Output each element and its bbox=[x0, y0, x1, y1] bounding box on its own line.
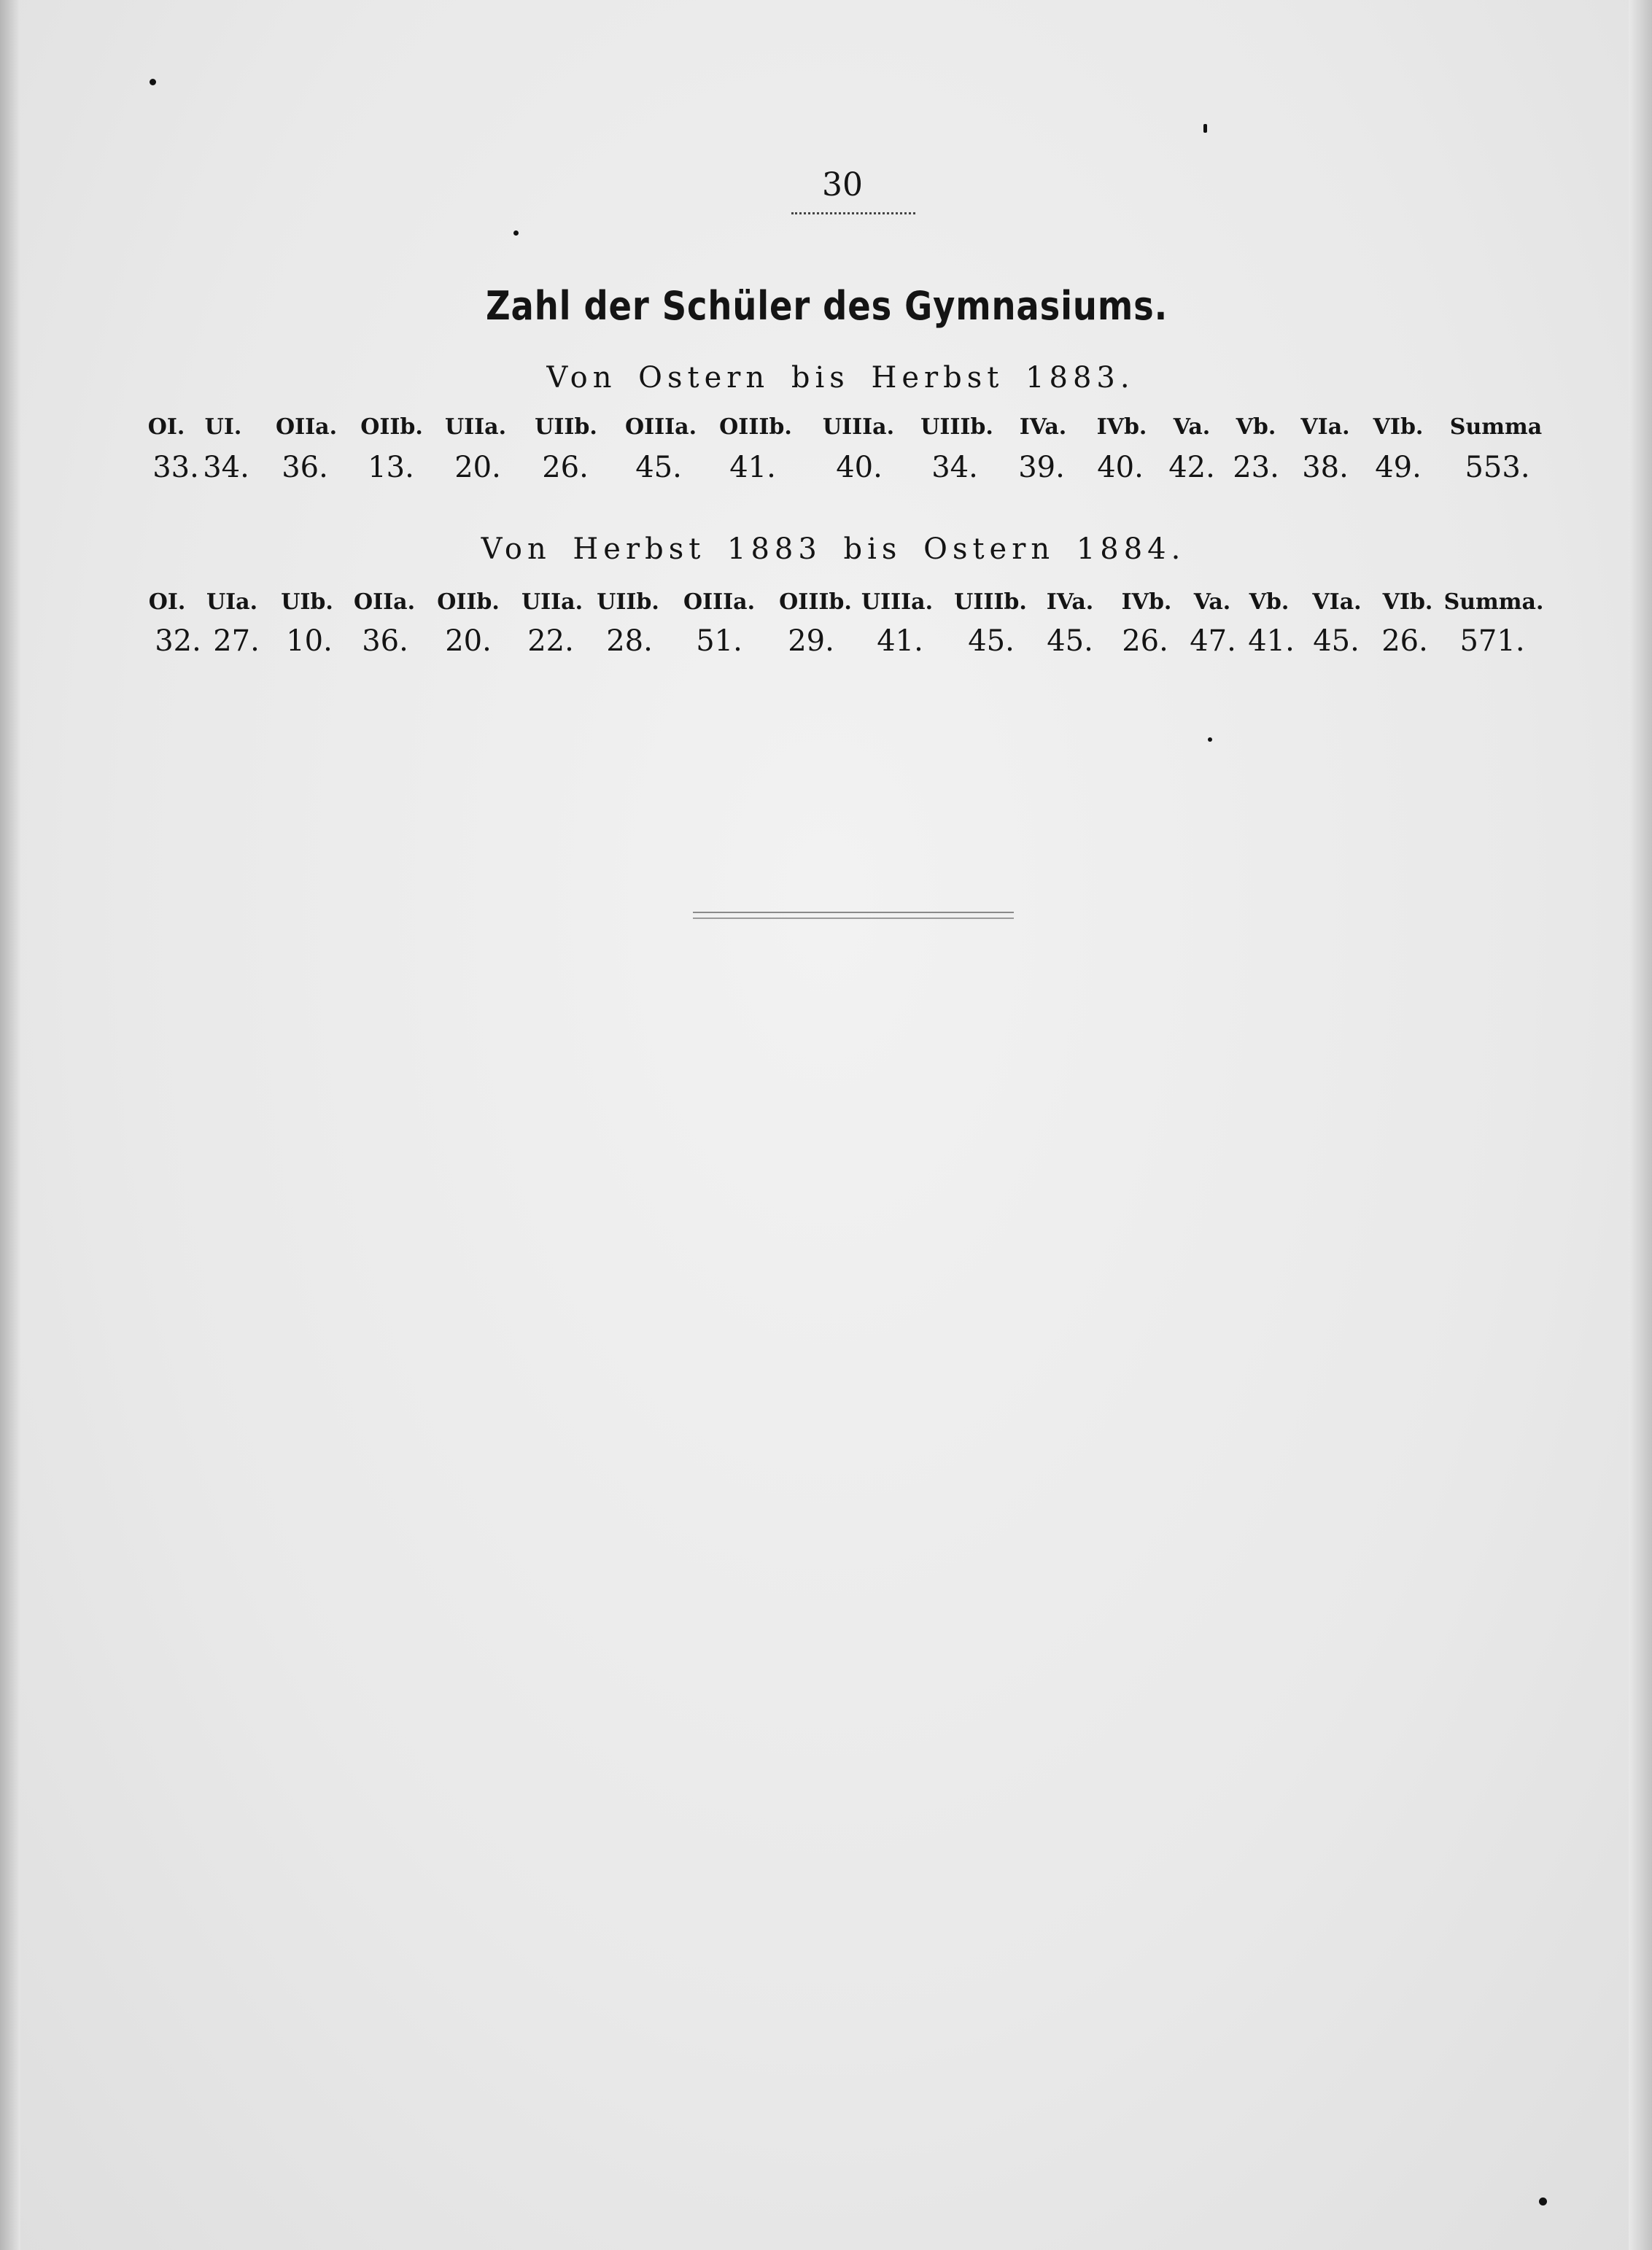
student-count: 41. bbox=[877, 624, 923, 658]
student-count: 41. bbox=[729, 451, 776, 484]
student-count: 34. bbox=[203, 451, 249, 484]
student-count: 39. bbox=[1018, 451, 1065, 484]
student-count: 27. bbox=[213, 624, 260, 658]
student-count: 40. bbox=[1097, 451, 1144, 484]
student-count: 571. bbox=[1459, 624, 1525, 658]
class-label: OIIIa. bbox=[624, 414, 697, 440]
student-count: 20. bbox=[445, 624, 492, 658]
class-label: OI. bbox=[148, 589, 186, 615]
student-count: 45. bbox=[635, 451, 682, 484]
page-right-edge-shadow bbox=[1629, 0, 1652, 2250]
student-count: 13. bbox=[368, 451, 414, 484]
student-count: 23. bbox=[1233, 451, 1279, 484]
student-count: 49. bbox=[1375, 451, 1422, 484]
student-count: 42. bbox=[1168, 451, 1215, 484]
student-count: 45. bbox=[1313, 624, 1360, 658]
class-label: UIIb. bbox=[597, 589, 659, 615]
class-label: IVb. bbox=[1096, 414, 1147, 440]
class-label: OIIIb. bbox=[719, 414, 792, 440]
class-label: Summa bbox=[1449, 414, 1543, 440]
class-label: UIIa. bbox=[521, 589, 583, 615]
page-number-rule bbox=[791, 208, 915, 214]
class-label: UIIIa. bbox=[861, 589, 934, 615]
student-count: 26. bbox=[542, 451, 589, 484]
student-count: 45. bbox=[968, 624, 1015, 658]
section-heading-summer-1883: Von Ostern bis Herbst 1883. bbox=[546, 361, 1135, 395]
class-label: UIIa. bbox=[444, 414, 507, 440]
class-label: VIb. bbox=[1373, 414, 1424, 440]
class-label: OIIa. bbox=[353, 589, 416, 615]
ink-speck bbox=[150, 79, 156, 85]
student-count: 22. bbox=[527, 624, 574, 658]
student-count: 36. bbox=[282, 451, 328, 484]
class-label: UIIIa. bbox=[822, 414, 895, 440]
student-count: 36. bbox=[362, 624, 408, 658]
section-heading-winter-1883-84: Von Herbst 1883 bis Ostern 1884. bbox=[481, 532, 1186, 566]
section-divider-rule bbox=[693, 912, 1014, 919]
student-count: 20. bbox=[454, 451, 501, 484]
class-label: UIb. bbox=[281, 589, 333, 615]
class-label: Summa. bbox=[1443, 589, 1544, 615]
ink-speck bbox=[1208, 737, 1212, 742]
ink-speck bbox=[1203, 124, 1207, 133]
class-label: UIIb. bbox=[535, 414, 597, 440]
class-label: UIa. bbox=[206, 589, 258, 615]
class-label: IVb. bbox=[1121, 589, 1172, 615]
page-number: 30 bbox=[822, 166, 863, 203]
student-count: 47. bbox=[1190, 624, 1236, 658]
student-count: 32. bbox=[155, 624, 201, 658]
student-count: 29. bbox=[788, 624, 834, 658]
class-label: OIIb. bbox=[437, 589, 500, 615]
class-label: VIa. bbox=[1300, 414, 1350, 440]
class-label: OIIIb. bbox=[779, 589, 852, 615]
class-label: IVa. bbox=[1019, 414, 1067, 440]
student-count: 33. bbox=[152, 451, 199, 484]
class-label: Vb. bbox=[1236, 414, 1276, 440]
class-label: UIIIb. bbox=[920, 414, 993, 440]
ink-speck bbox=[1539, 2197, 1547, 2206]
class-label: OIIIa. bbox=[683, 589, 756, 615]
student-count: 28. bbox=[606, 624, 653, 658]
student-count: 26. bbox=[1381, 624, 1428, 658]
student-count: 41. bbox=[1248, 624, 1295, 658]
class-label: UIIIb. bbox=[954, 589, 1027, 615]
student-count: 553. bbox=[1465, 451, 1530, 484]
class-label: VIa. bbox=[1312, 589, 1362, 615]
class-label: Va. bbox=[1173, 414, 1211, 440]
student-count: 40. bbox=[836, 451, 883, 484]
class-label: VIb. bbox=[1382, 589, 1433, 615]
student-count: 34. bbox=[931, 451, 978, 484]
student-count: 26. bbox=[1122, 624, 1168, 658]
student-count: 10. bbox=[286, 624, 333, 658]
student-count: 45. bbox=[1047, 624, 1093, 658]
class-label: OIIa. bbox=[275, 414, 338, 440]
class-label: Va. bbox=[1193, 589, 1231, 615]
class-label: OIIb. bbox=[360, 414, 423, 440]
ink-speck bbox=[513, 230, 519, 236]
page-title: Zahl der Schüler des Gymnasiums. bbox=[485, 283, 1168, 329]
page-left-edge-shadow bbox=[0, 0, 20, 2250]
class-label: IVa. bbox=[1046, 589, 1094, 615]
class-label: Vb. bbox=[1249, 589, 1290, 615]
class-label: OI. bbox=[147, 414, 185, 440]
class-label: UI. bbox=[204, 414, 242, 440]
student-count: 51. bbox=[696, 624, 742, 658]
student-count: 38. bbox=[1302, 451, 1349, 484]
